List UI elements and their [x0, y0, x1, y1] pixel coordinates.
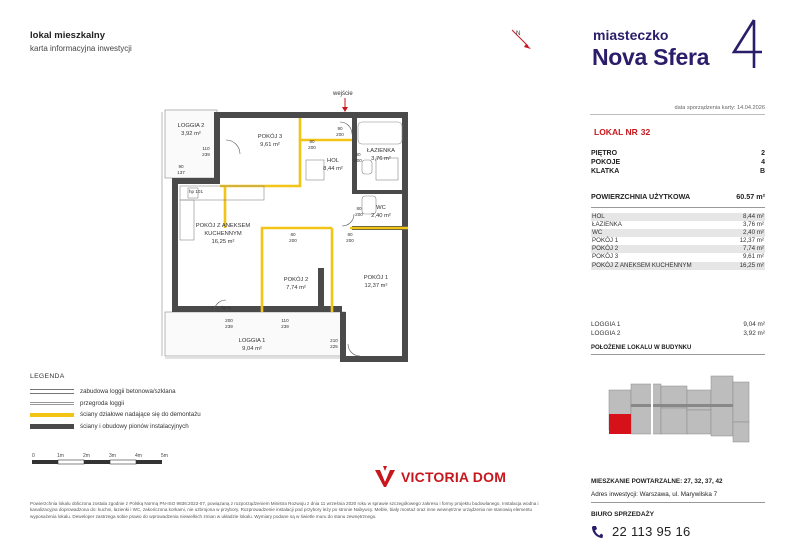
door-dim: 239 [281, 324, 289, 329]
building-position-map [591, 360, 766, 472]
loggia-row: LOGGIA 1 9,04 m² [591, 321, 765, 328]
table-row: POKÓJ 3 9,61 m² [592, 253, 764, 261]
door-dim: 90 [178, 164, 184, 169]
room-loggia2-name: LOGGIA 2 [177, 123, 205, 129]
legend-item: przegroda loggii [30, 398, 201, 410]
scale-label: 1m [57, 453, 64, 459]
brand-line2: Nova Sfera [592, 44, 710, 70]
scale-label: 4m [135, 453, 142, 459]
door-dim: 239 [225, 324, 233, 329]
disclaimer: Powierzchnia lokalu obliczona zostala zgodnie z Polską Normą PN-ISO 9836:2022-07, powiązaną z rozporządzeniem Ministra Rozwoju z dnia 11 września 2020 roku w sprawie szczegółowego zakresu i formy projektu budowlanego. Instalacja wodna i kanalizacyjna doprowadzona do: kuchni, łazienki i WC, zakończona korkami, nie uzbrojona w przybory. Rozprowadzenie instalacji pod przybory leży po stronie Nabywcy. Meble, biały montaż oraz inne wewnętrzne urządzenia nie stanowią elementu wyposażenia lokalu. Deweloper zastrzega sobie prawo do wprowadzenia niewielkich zmian w układzie lokalu. Wymiary podane są w świetle muru do stanu zewnętrznego. [30, 501, 539, 519]
unit-floor: PIĘTRO 2 [591, 150, 765, 157]
table-row: ŁAZIENKA 3,76 m² [592, 221, 764, 229]
entrance-label: wejście [333, 91, 353, 97]
room-loggia2-area: 3,92 m² [181, 131, 201, 137]
room-kitchen-name2: KUCHENNYM [204, 231, 242, 237]
room-pokoj1-area: 12,37 m² [364, 283, 388, 289]
developer-name: VICTORIA DOM [401, 469, 507, 485]
door-dim: 80 [347, 232, 353, 237]
door-dim: 200 [308, 145, 316, 150]
room-kitchen-area: 16,25 m² [211, 239, 235, 245]
table-row: HOL 8,44 m² [592, 213, 764, 220]
north-label: N [516, 31, 521, 37]
similar-units: MIESZKANIE POWTARZALNE: 27, 32, 37, 42 [591, 478, 723, 485]
room-pokoj1-name: POKÓJ 1 [363, 275, 389, 281]
room-area-table [591, 213, 765, 270]
usable-area: POWIERZCHNIA UŻYTKOWA 60.57 m² [591, 192, 765, 208]
door-dim: 80 [356, 206, 362, 211]
room-hol-name: HOL [327, 158, 339, 164]
sales-office-label: BIURO SPRZEDAŻY [591, 511, 655, 518]
unit-number: LOKAL NR 32 [594, 127, 651, 137]
card-date: data sporządzenia karty: 14.04.2026 [590, 105, 765, 115]
legend-item: ściany działowe nadające się do demontażu [30, 409, 201, 421]
address: Adres inwestycji: Warszawa, ul. Marywilska 7 [591, 491, 765, 503]
brand-line1: miasteczko [593, 27, 669, 43]
table-row: WC 2,40 m² [592, 229, 764, 237]
room-wc-area: 2,40 m² [371, 213, 391, 219]
scale-label: 2m [83, 453, 90, 459]
door-dim: 225 [330, 344, 338, 349]
brand-four-icon [730, 18, 764, 70]
door-dim: 80 [309, 139, 315, 144]
position-title: POŁOŻENIE LOKALU W BUDYNKU [591, 345, 765, 355]
legend-item: zabudowa loggii betonowa/szklana [30, 386, 201, 398]
table-row: POKÓJ 2 7,74 m² [592, 245, 764, 253]
phone-icon [591, 525, 603, 539]
door-dim: hp 101 [188, 189, 204, 194]
room-kitchen-name: POKÓJ Z ANEKSEM [195, 223, 251, 229]
entrance-marker [332, 91, 353, 112]
legend [30, 373, 201, 432]
door-dim: 80 [290, 232, 296, 237]
door-dim: 200 [354, 158, 362, 163]
door-dim: 200 [355, 212, 363, 217]
room-loggia1-name: LOGGIA 1 [238, 338, 266, 344]
room-pokoj2-name: POKÓJ 2 [283, 277, 309, 283]
door-dim: 80 [355, 152, 361, 157]
scale-label: 5m [161, 453, 168, 459]
scale-label: 3m [109, 453, 116, 459]
document-subtitle: karta informacyjna inwestycji [30, 44, 132, 53]
door-dim: 239 [202, 152, 210, 157]
unit-rooms: POKOJE 4 [591, 159, 765, 166]
info-panel [560, 0, 792, 560]
north-arrow-icon [512, 30, 531, 49]
scale-label: 0 [32, 453, 35, 459]
room-lazienka-name: ŁAZIENKA [366, 148, 396, 154]
room-loggia1-area: 9,04 m² [242, 346, 262, 352]
room-hol-area: 8,44 m² [323, 166, 343, 172]
door-dim: 200 [336, 132, 344, 137]
phone-block [591, 524, 691, 539]
room-wc-name: WC [376, 205, 386, 211]
developer-logo [373, 466, 506, 488]
legend-title: LEGENDA [30, 373, 65, 380]
loggia-row: LOGGIA 2 3,92 m² [591, 330, 765, 337]
table-row: POKÓJ Z ANEKSEM KUCHENNYM 16,25 m² [592, 261, 764, 269]
room-pokoj3-area: 9,61 m² [260, 142, 280, 148]
legend-item: ściany i obudowy pionów instalacyjnych [30, 421, 201, 433]
door-dim: 200 [225, 318, 233, 323]
room-lazienka-area: 3,76 m² [371, 156, 391, 162]
phone-number[interactable]: 22 113 95 16 [612, 524, 691, 539]
room-pokoj3-name: POKÓJ 3 [257, 134, 283, 140]
door-dim: 110 [202, 146, 210, 151]
door-dim: 210 [330, 338, 338, 343]
room-pokoj2-area: 7,74 m² [286, 285, 306, 291]
unit-stair: KLATKA B [591, 168, 765, 175]
scale-bar [32, 459, 172, 467]
door-dim: hp 0 [221, 305, 231, 310]
door-dim: 90 [337, 126, 343, 131]
victoria-dom-icon [373, 466, 397, 488]
door-dim: 137 [177, 170, 185, 175]
table-row: POKÓJ 1 12,37 m² [592, 237, 764, 245]
door-dim: 200 [289, 238, 297, 243]
door-dim: 110 [281, 318, 289, 323]
door-dim: 200 [346, 238, 354, 243]
document-type: lokal mieszkalny [30, 30, 105, 41]
